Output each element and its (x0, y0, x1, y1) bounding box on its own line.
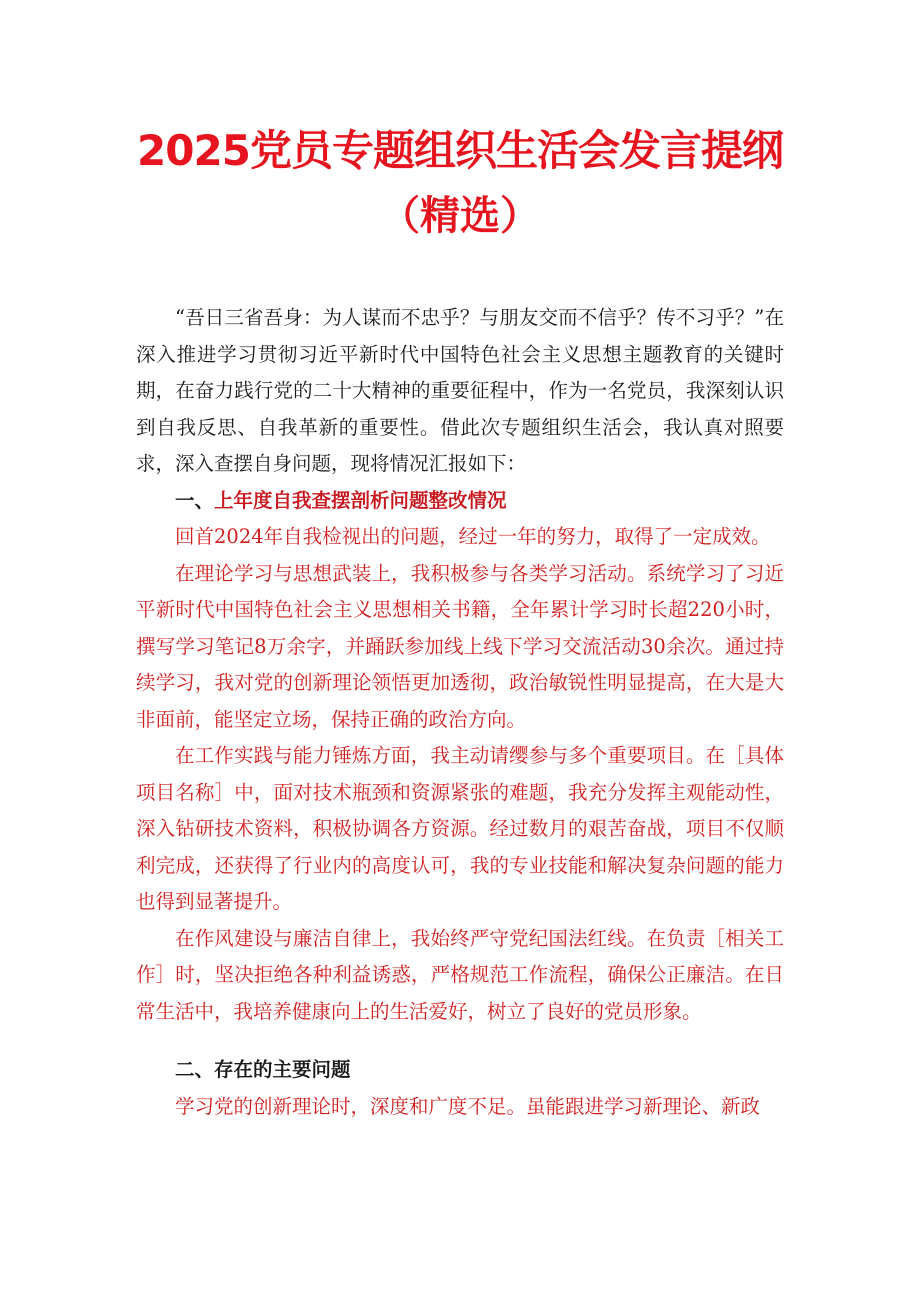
section-1-paragraph-3: 在工作实践与能力锤炼方面，我主动请缨参与多个重要项目。在［具体项目名称］中，面对技术瓶颈和资源紧张的难题，我充分发挥主观能动性，深入钻研技术资料，积极协调各方资源。经过数月的艰苦奋战，项目不仅顺利完成，还获得了行业内的高度认可，我的专业技能和解决复杂问题的能力也得到显著提升。 (136, 744, 784, 913)
document-title: 2025党员专题组织生活会发言提纲 (137, 126, 783, 175)
section-1-paragraph-2: 在理论学习与思想武装上，我积极参与各类学习活动。系统学习了习近平新时代中国特色社会主义思想相关书籍，全年累计学习时长超220小时，撰写学习笔记8万余字，并踊跃参加线上线下学习交流活动30余次。通过持续学习，我对党的创新理论领悟更加透彻，政治敏锐性明显提高，在大是大非面前，能坚定立场，保持正确的政治方向。 (136, 561, 784, 731)
section-1-heading-number: 一、 (175, 488, 215, 512)
section-1-paragraph-4: 在作风建设与廉洁自律上，我始终严守党纪国法红线。在负责［相关工作］时，坚决拒绝各种利益诱惑，严格规范工作流程，确保公正廉洁。在日常生活中，我培养健康向上的生活爱好，树立了良好的党员形象。 (136, 926, 784, 1023)
intro-paragraph: “吾日三省吾身：为人谋而不忠乎？与朋友交而不信乎？传不习乎？”在深入推进学习贯彻习近平新时代中国特色社会主义思想主题教育的关键时期，在奋力践行党的二十大精神的重要征程中，作为一名党员，我深刻认识到自我反思、自我革新的重要性。借此次专题组织生活会，我认真对照要求，深入查摆自身问题，现将情况汇报如下： (136, 306, 784, 475)
document-subtitle: （精选） (380, 193, 540, 239)
section-2-heading: 二、存在的主要问题 (175, 1058, 351, 1081)
section-2-paragraph-1: 学习党的创新理论时，深度和广度不足。虽能跟进学习新理论、新政 (175, 1094, 761, 1118)
section-1-paragraph-1: 回首2024年自我检视出的问题，经过一年的努力，取得了一定成效。 (175, 525, 771, 548)
document-body (136, 300, 784, 1125)
section-1-heading-title: 上年度自我查摆剖析问题整改情况 (214, 488, 507, 512)
section-gap (136, 1030, 784, 1052)
section-1-heading (136, 483, 784, 520)
